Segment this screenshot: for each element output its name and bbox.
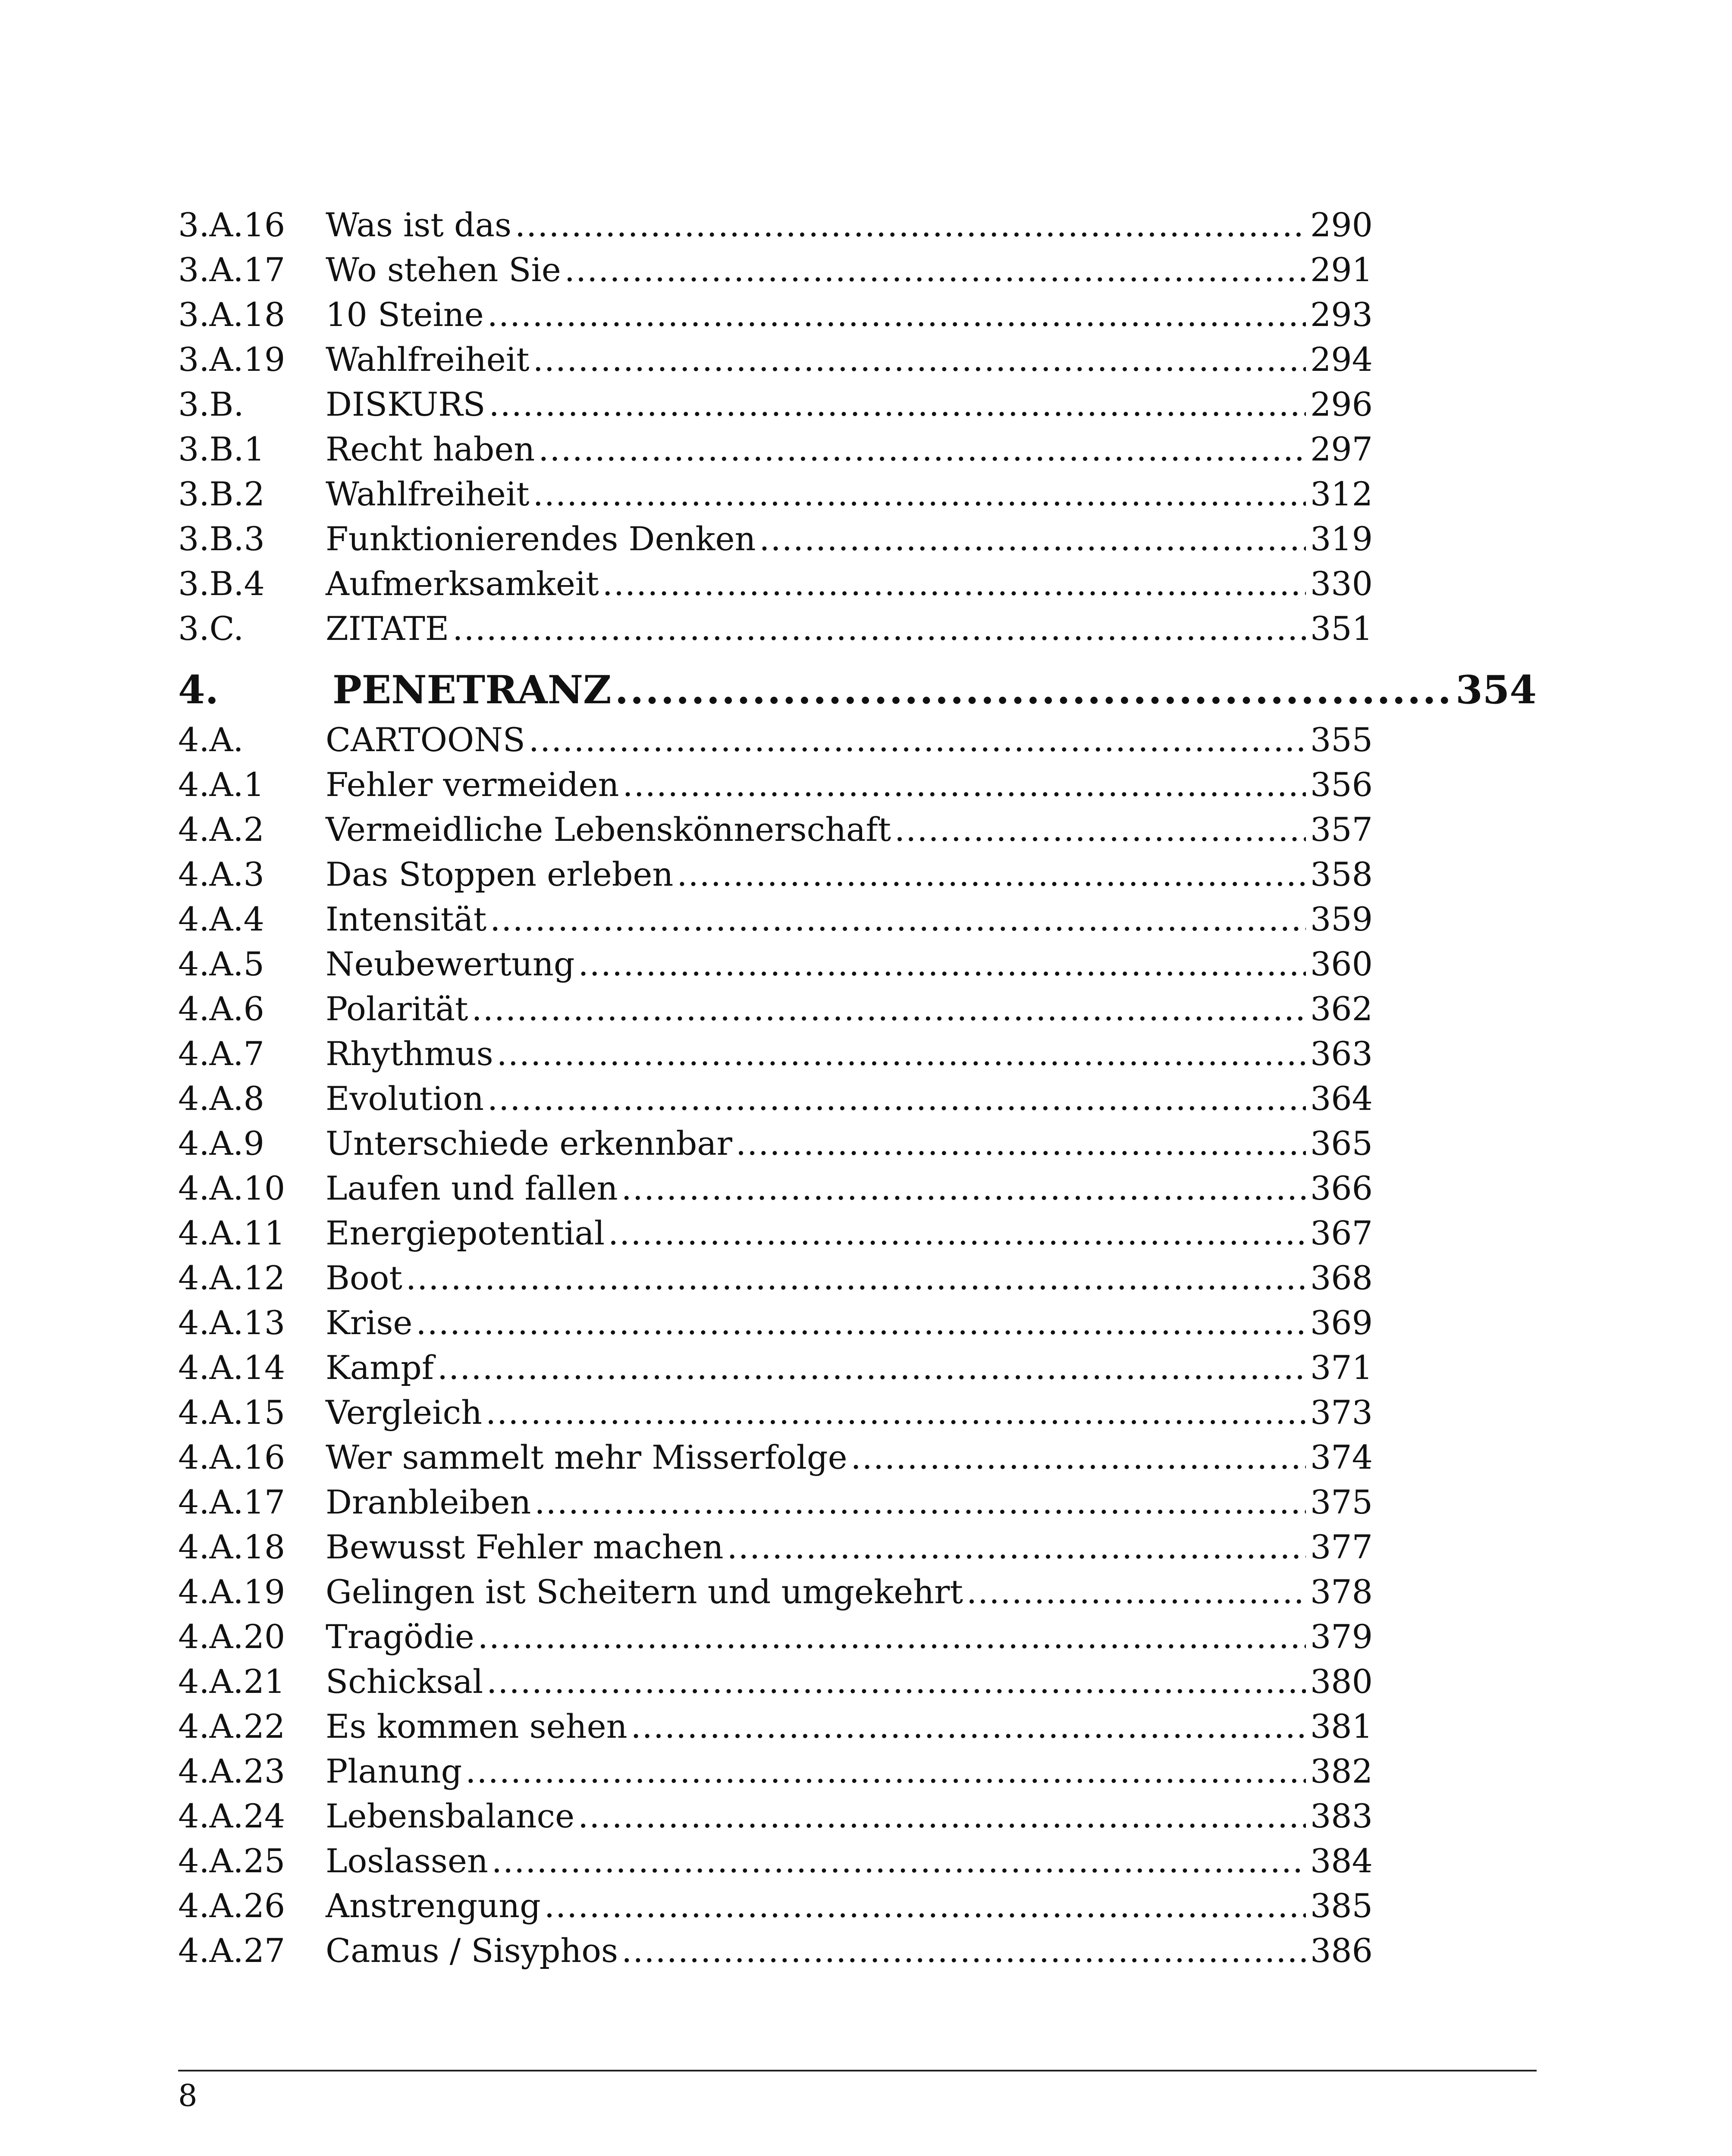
toc-entry (178, 1256, 1373, 1300)
dot-leader (677, 852, 1306, 897)
toc-entry-number: 3.B.2 (178, 475, 265, 513)
toc-entry-title: Boot (326, 1259, 402, 1297)
toc-entry-number: 4.A. (178, 721, 244, 759)
toc-entry (178, 1704, 1373, 1749)
toc-entry (178, 203, 1373, 248)
toc-entry-page: 371 (1310, 1348, 1373, 1387)
dot-leader (622, 762, 1306, 807)
toc-entry-title: Wer sammelt mehr Misserfolge (326, 1438, 847, 1476)
dot-leader (533, 472, 1306, 517)
toc-entry-number: 4.A.21 (178, 1662, 286, 1701)
toc-entry-page: 296 (1310, 385, 1373, 423)
toc-entry-title: Evolution (326, 1079, 484, 1118)
dot-leader (621, 1166, 1306, 1211)
toc-entry-page: 384 (1310, 1842, 1373, 1880)
toc-entry (178, 472, 1373, 517)
toc-entry-title: Lebensbalance (326, 1797, 575, 1835)
toc-entry-number: 4.A.27 (178, 1931, 286, 1970)
dot-leader (486, 1390, 1306, 1435)
toc-entry-page: 360 (1310, 945, 1373, 983)
dot-leader (490, 897, 1306, 942)
toc-entry-title: DISKURS (326, 385, 486, 423)
toc-entry-title: Wahlfreiheit (326, 340, 530, 379)
dot-leader (621, 1928, 1306, 1973)
toc-entry-title: Es kommen sehen (326, 1707, 628, 1745)
toc-entry-title: Laufen und fallen (326, 1169, 618, 1207)
toc-entry-title: Fehler vermeiden (326, 765, 619, 804)
dot-leader (602, 561, 1306, 606)
toc-entry-page: 366 (1310, 1169, 1373, 1207)
toc-entry (178, 1839, 1373, 1883)
toc-entry-number: 3.A.18 (178, 295, 286, 334)
dot-leader (497, 1031, 1306, 1076)
page-number: 8 (178, 2078, 198, 2113)
toc-entry (178, 1614, 1373, 1659)
toc-entry-page: 291 (1310, 251, 1373, 289)
toc-entry-number: 4.A.16 (178, 1438, 286, 1476)
toc-entry-number: 4.A.2 (178, 810, 264, 849)
toc-entry-page: 351 (1310, 609, 1373, 648)
toc-entry-title: Aufmerksamkeit (326, 564, 599, 603)
toc-entry (178, 1928, 1373, 1973)
dot-leader (487, 292, 1306, 337)
toc-entry-title: Gelingen ist Scheitern und umgekehrt (326, 1573, 963, 1611)
toc-entry-number: 4.A.7 (178, 1034, 264, 1073)
toc-entry-number: 4.A.25 (178, 1842, 286, 1880)
toc-entry-page: 385 (1310, 1887, 1373, 1925)
toc-entry (178, 248, 1373, 292)
toc-entry (178, 1345, 1373, 1390)
toc-entry-number: 3.B. (178, 385, 244, 423)
toc-entry-title: Wahlfreiheit (326, 475, 530, 513)
dot-leader (544, 1883, 1306, 1928)
toc-entry-page: 319 (1310, 520, 1373, 558)
toc-entry-page: 294 (1310, 340, 1373, 379)
toc-entry-page: 354 (1456, 667, 1537, 713)
toc-entry-number: 4.A.26 (178, 1887, 286, 1925)
toc-entry-page: 356 (1310, 765, 1373, 804)
toc-entry (178, 897, 1373, 942)
table-of-contents (178, 203, 1537, 1973)
toc-entry (178, 807, 1373, 852)
toc-entry (178, 987, 1373, 1031)
toc-entry-number: 3.A.17 (178, 251, 286, 289)
toc-entry-title: Bewusst Fehler machen (326, 1528, 724, 1566)
toc-entry-page: 368 (1310, 1259, 1373, 1297)
toc-entry (178, 718, 1373, 762)
dot-leader (578, 1794, 1306, 1839)
toc-entry (178, 1659, 1373, 1704)
toc-entry-number: 4.A.17 (178, 1483, 286, 1521)
dot-leader (894, 807, 1306, 852)
dot-leader (529, 718, 1306, 762)
toc-entry-page: 379 (1310, 1617, 1373, 1656)
toc-entry (178, 1883, 1373, 1928)
toc-entry-page: 386 (1310, 1931, 1373, 1970)
dot-leader (416, 1300, 1306, 1345)
dot-leader (515, 203, 1306, 248)
toc-entry (178, 561, 1373, 606)
toc-chapter-entry (178, 662, 1537, 718)
toc-entry-title: Vermeidliche Lebenskönnerschaft (326, 810, 891, 849)
dot-leader (452, 606, 1306, 651)
toc-entry-page: 358 (1310, 855, 1373, 893)
toc-entry (178, 942, 1373, 987)
toc-entry (178, 1570, 1373, 1614)
toc-entry (178, 1166, 1373, 1211)
toc-entry-page: 364 (1310, 1079, 1373, 1118)
toc-entry (178, 382, 1373, 427)
toc-entry-page: 363 (1310, 1034, 1373, 1073)
toc-entry-title: Rhythmus (326, 1034, 493, 1073)
dot-leader (437, 1345, 1306, 1390)
dot-leader (578, 942, 1306, 987)
toc-entry-title: Wo stehen Sie (326, 251, 561, 289)
dot-leader (565, 248, 1306, 292)
toc-entry-number: 4.A.14 (178, 1348, 286, 1387)
toc-entry (178, 1300, 1373, 1345)
toc-entry-page: 290 (1310, 206, 1373, 244)
dot-leader (487, 1076, 1306, 1121)
dot-leader (538, 427, 1306, 472)
toc-entry (178, 427, 1373, 472)
dot-leader (492, 1839, 1306, 1883)
dot-leader (851, 1435, 1306, 1480)
toc-entry (178, 1390, 1373, 1435)
toc-entry-page: 293 (1310, 295, 1373, 334)
toc-entry-number: 4.A.3 (178, 855, 264, 893)
toc-entry-number: 3.A.19 (178, 340, 286, 379)
dot-leader (406, 1256, 1306, 1300)
toc-entry-page: 355 (1310, 721, 1373, 759)
toc-entry-title: ZITATE (326, 609, 449, 648)
dot-leader (465, 1749, 1306, 1794)
toc-entry (178, 292, 1373, 337)
toc-entry-number: 4.A.22 (178, 1707, 286, 1745)
dot-leader (736, 1121, 1306, 1166)
toc-entry-number: 4.A.24 (178, 1797, 286, 1835)
toc-entry-page: 359 (1310, 900, 1373, 938)
toc-entry-page: 373 (1310, 1393, 1373, 1432)
toc-entry-title: Dranbleiben (326, 1483, 531, 1521)
toc-entry-page: 297 (1310, 430, 1373, 468)
dot-leader (478, 1614, 1306, 1659)
toc-entry-page: 367 (1310, 1214, 1373, 1252)
dot-leader (631, 1704, 1306, 1749)
toc-entry-page: 330 (1310, 564, 1373, 603)
toc-entry-number: 3.B.4 (178, 564, 265, 603)
toc-entry-title: Funktionierendes Denken (326, 520, 756, 558)
toc-entry-page: 380 (1310, 1662, 1373, 1701)
toc-entry-title: Anstrengung (326, 1887, 541, 1925)
toc-entry (178, 606, 1373, 651)
toc-entry-number: 4.A.6 (178, 990, 264, 1028)
toc-entry-number: 3.B.3 (178, 520, 265, 558)
toc-entry-title: Unterschiede erkennbar (326, 1124, 732, 1163)
toc-entry (178, 1749, 1373, 1794)
toc-entry-page: 312 (1310, 475, 1373, 513)
toc-entry (178, 517, 1373, 561)
toc-entry-page: 357 (1310, 810, 1373, 849)
toc-entry-number: 3.C. (178, 609, 244, 648)
toc-entry-page: 375 (1310, 1483, 1373, 1521)
toc-entry-title: Krise (326, 1304, 413, 1342)
toc-entry-number: 4.A.20 (178, 1617, 286, 1656)
toc-entry-number: 4.A.1 (178, 765, 264, 804)
toc-entry-title: PENETRANZ (333, 667, 612, 713)
toc-entry-page: 377 (1310, 1528, 1373, 1566)
toc-entry-title: Kampf (326, 1348, 434, 1387)
toc-entry-number: 4.A.5 (178, 945, 264, 983)
toc-entry (178, 1794, 1373, 1839)
toc-entry-number: 4.A.9 (178, 1124, 264, 1163)
toc-entry-title: Neubewertung (326, 945, 575, 983)
toc-entry (178, 1076, 1373, 1121)
toc-entry-title: Tragödie (326, 1617, 474, 1656)
toc-entry-title: Das Stoppen erleben (326, 855, 674, 893)
toc-entry-number: 4.A.23 (178, 1752, 286, 1790)
toc-entry-title: Recht haben (326, 430, 535, 468)
toc-entry (178, 1525, 1373, 1570)
toc-entry-title: 10 Steine (326, 295, 484, 334)
toc-entry-page: 365 (1310, 1124, 1373, 1163)
toc-entry-page: 362 (1310, 990, 1373, 1028)
toc-entry-number: 4.A.11 (178, 1214, 286, 1252)
toc-entry-page: 374 (1310, 1438, 1373, 1476)
toc-entry-number: 4.A.8 (178, 1079, 264, 1118)
toc-entry (178, 1211, 1373, 1256)
dot-leader (608, 1211, 1306, 1256)
toc-entry-page: 383 (1310, 1797, 1373, 1835)
toc-entry-title: Loslassen (326, 1842, 488, 1880)
toc-entry-number: 4.A.15 (178, 1393, 286, 1432)
toc-entry-page: 382 (1310, 1752, 1373, 1790)
toc-entry (178, 1435, 1373, 1480)
dot-leader (759, 517, 1306, 561)
toc-entry-number: 4.A.13 (178, 1304, 286, 1342)
toc-entry-number: 4.A.19 (178, 1573, 286, 1611)
dot-leader (533, 337, 1306, 382)
dot-leader (486, 1659, 1306, 1704)
toc-entry-title: Intensität (326, 900, 487, 938)
toc-entry (178, 1121, 1373, 1166)
toc-entry-number: 4.A.10 (178, 1169, 286, 1207)
toc-entry-title: Planung (326, 1752, 462, 1790)
toc-entry-number: 4.A.4 (178, 900, 264, 938)
toc-entry-page: 381 (1310, 1707, 1373, 1745)
dot-leader (615, 662, 1451, 718)
toc-entry (178, 762, 1373, 807)
toc-entry-title: Vergleich (326, 1393, 482, 1432)
toc-entry-number: 4.A.12 (178, 1259, 286, 1297)
dot-leader (534, 1480, 1306, 1525)
dot-leader (489, 382, 1306, 427)
toc-entry-title: Camus / Sisyphos (326, 1931, 618, 1970)
dot-leader (727, 1525, 1306, 1570)
toc-entry-page: 369 (1310, 1304, 1373, 1342)
toc-entry-page: 378 (1310, 1573, 1373, 1611)
toc-entry-number: 3.B.1 (178, 430, 265, 468)
toc-entry (178, 1480, 1373, 1525)
dot-leader (966, 1570, 1306, 1614)
toc-entry-number: 4. (178, 667, 219, 713)
toc-entry-number: 3.A.16 (178, 206, 286, 244)
toc-entry (178, 852, 1373, 897)
toc-entry (178, 337, 1373, 382)
toc-entry (178, 1031, 1373, 1076)
toc-entry-title: CARTOONS (326, 721, 525, 759)
toc-entry-number: 4.A.18 (178, 1528, 286, 1566)
toc-entry-title: Polarität (326, 990, 468, 1028)
footer-divider (178, 2070, 1537, 2071)
toc-entry-title: Was ist das (326, 206, 511, 244)
dot-leader (471, 987, 1305, 1031)
toc-entry-title: Energiepotential (326, 1214, 605, 1252)
toc-entry-title: Schicksal (326, 1662, 483, 1701)
